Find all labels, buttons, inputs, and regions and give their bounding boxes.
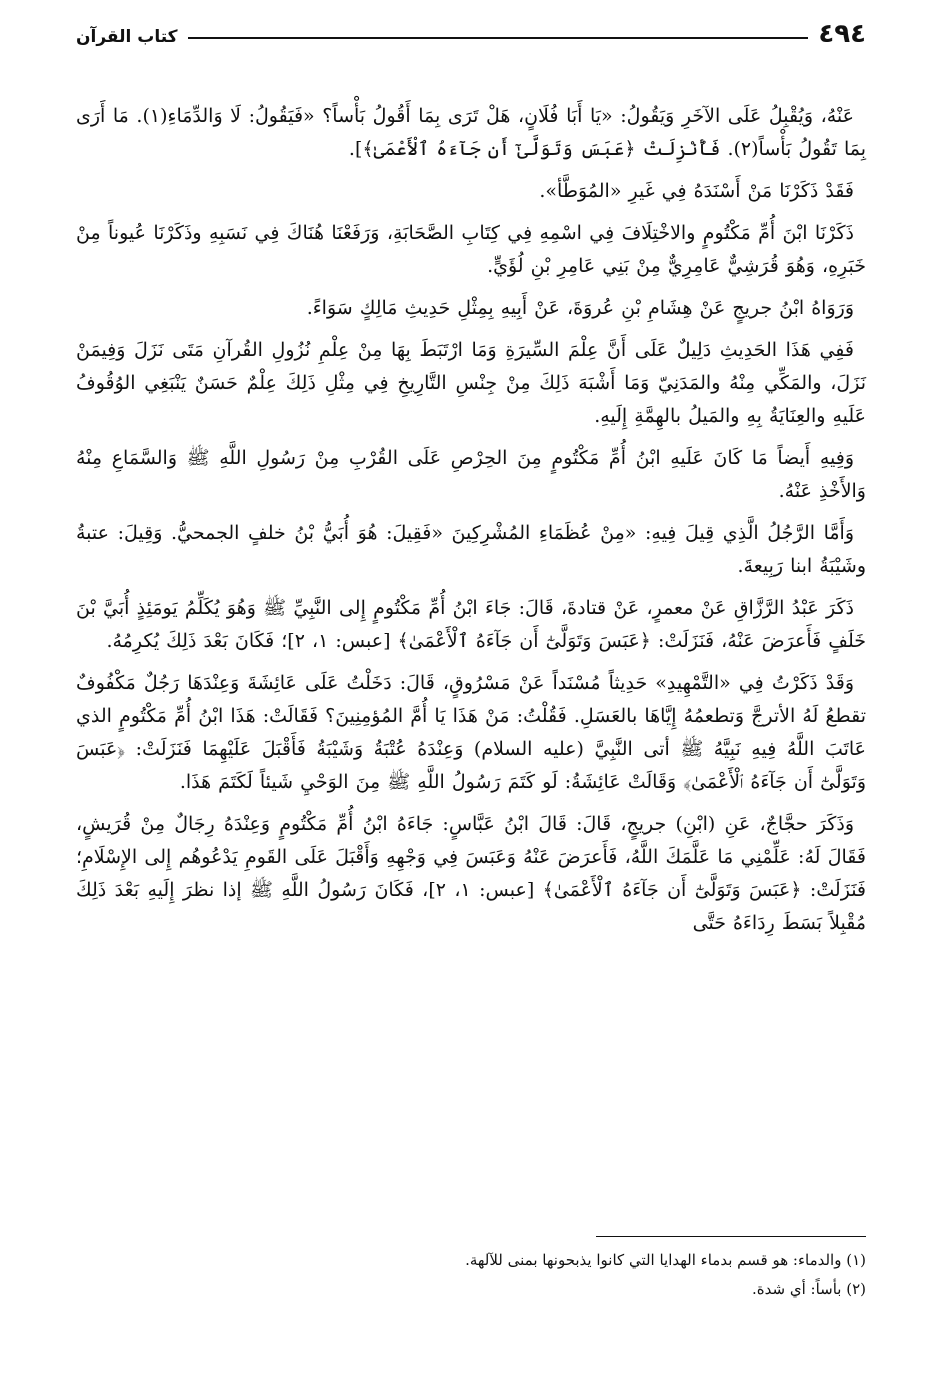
paragraph: وَأَمَّا الرَّجُلُ الَّذِي قِيلَ فِيهِ: «مِنْ عُظَمَاءِ المُشْرِكِينَ «فَقِيلَ: هُوَ أُبَيُّ بْنُ خلفٍ الجمحيُّ. وَقِيلَ: عتبةُ وشَيْبَةُ ابنا رَبِيعةَ. [76,522,866,577]
paragraph: فَفِي هَذَا الحَدِيثِ دَلِيلٌ عَلَى أَنَّ عِلْمَ السِّيرَةِ وَمَا ارْتَبَطَ بِهَا مِنْ عِلْمِ نُزُولِ القُرآنِ مَتَى نَزَلَ وَفِيمَنْ نَزَلَ، والمَكِّي مِنْهُ والمَدَنِيّ وَمَا أَشْبَهَ ذَلِكَ مِنْ جِنْسِ التَّارِيخِ فِي مِثْلِ ذَلِكَ عِلْمٌ حَسَنٌ يَنْبَغِي الوُقُوفُ عَلَيهِ والعِنَايَةُ بِهِ والمَيلُ بالهِمَّةِ إِلَيهِ. [76,339,866,427]
footnote: (٢) بأساً: أي شدة. [752,1280,866,1298]
footnotes [76,1246,866,1304]
book-page [76,16,866,1356]
paragraph: عَنْهُ، وَيُقْبِلُ عَلَى الآخَرِ وَيَقُولُ: «يَا أَبَا فُلَانٍ، هَلْ تَرَى بِمَا أَقُولُ بَأْساً؟ «فَيَقُولُ: لَا وَالدِّمَاءِ(١). مَا أَرَى بِمَا تَقُولُ بَأْساً(٢). فَأُنْزِلَتْ ﴿عَبَسَ وَتَوَلَّىٰٓ أَن جَآءَهُ ٱلْأَعْمَىٰ﴾]. [76,105,866,160]
paragraph: وَرَوَاهُ ابْنُ جريجٍ عَنْ هِشَامِ بْنِ عُروَةَ، عَنْ أَبِيهِ بِمِثْلِ حَدِيثِ مَالِكٍ سَوَاءً. [306,297,854,319]
footnote-separator [596,1236,866,1237]
paragraph: ذَكَرْنَا ابْنَ أُمِّ مَكْتُومٍ والاخْتِلَافَ فِي اسْمِهِ فِي كِتَابِ الصَّحَابَةِ، وَرَفَعْنَا هُنَاكَ فِي نَسَبِهِ وذَكَرْنَا عُيوناً مِنْ خَبَرِهِ، وَهُوَ قُرَشِيٌّ عَامِرِيٌّ مِنْ بَنِي عَامِرِ بْنِ لُؤَيٍّ. [76,222,866,277]
footnote: (١) والدماء: هو قسم بدماء الهدايا التي كانوا يذبحونها بمنى للآلهة. [465,1251,866,1269]
paragraph: ذَكَرَ عَبْدُ الرَّزَّاقِ عَنْ معمرٍ، عَنْ قتادةَ، قَالَ: جَاءَ ابْنُ أُمِّ مَكْتُومٍ إِلى النَّبِيِّ ﷺ وَهُوَ يُكَلِّمُ يَومَئِذٍ أُبَيَّ بْنَ خَلَفٍ فَأَعرَضَ عَنْهُ، فَنَزَلَتْ: ﴿عَبَسَ وَتَوَلَّىٰٓ أَن جَآءَهُ ٱلْأَعْمَىٰ﴾ [عبس: ١، ٢]؛ فَكَانَ بَعْدَ ذَلِكَ يُكرِمُهُ. [76,597,866,652]
paragraph: وَقَدْ ذَكَرْتُ فِي «التَّمْهِيدِ» حَدِيثاً مُسْنَداً عَنْ مَسْرُوقٍ، قَالَ: دَخَلْتُ عَلَى عَائِشَةَ وَعِنْدَهَا رَجُلٌ مَكْفُوفٌ تقطعُ لَهُ الأترجَّ وَتطعمُهُ إِيَّاهَا بالعَسَلِ. فَقُلْتُ: مَنْ هَذَا يَا أُمَّ المُؤمِنِينَ؟ فَقَالَتْ: هَذَا ابْنُ أُمِّ مَكْتُومٍ الذي عَاتَبَ اللَّهُ فِيهِ نَبِيَّهُ ﷺ أتى النَّبِيَّ (عليه السلام) وَعِنْدَهُ عُتْبَةُ وَشَيْبَةُ فَأَقْبَلَ عَلَيْهِمَا فَنَزَلَتْ: ﴿عَبَسَ وَتَوَلَّىٰٓ أَن جَآءَهُ ٱلْأَعْمَىٰ﴾ وَقَالَتْ عَائِشَةُ: لَو كَتَمَ رَسُولُ اللَّهِ ﷺ مِنَ الوَحْيِ شَيئاً لَكَتَمَ هَذَا. [76,672,866,793]
page-number: ٤٩٤ [818,19,866,49]
paragraph: فَقَدْ ذَكَرْنَا مَنْ أَسْنَدَهُ فِي غَيرِ «المُوَطَّأ». [539,180,854,202]
header-rule [188,37,809,39]
book-title: كتاب القرآن [76,27,178,47]
paragraph: وَذَكَرَ حجَّاجٌ، عَنِ (ابْنِ) جريجٍ، قَالَ: قَالَ ابْنُ عَبَّاسٍ: جَاءَهُ ابْنُ أُمِّ مَكْتُومٍ وَعِنْدَهُ رِجَالٌ مِنْ قُرَيشٍ، فَقَالَ لَهُ: عَلِّمْنِي مَا عَلَّمَكَ اللَّهُ، فَأَعرَضَ عَنْهُ وَعَبَسَ فِي وَجْهِهِ وَأَقْبَلَ عَلَى القَومِ يَدْعُوهُم إِلى الإِسْلَامِ؛ فَنَزَلَتْ: ﴿عَبَسَ وَتَوَلَّىٰٓ أَن جَآءَهُ ٱلْأَعْمَىٰ﴾ [عبس: ١، ٢]، فَكَانَ رَسُولُ اللَّهِ ﷺ إذا نظرَ إِلَيهِ بَعْدَ ذَلِكَ مُقْبِلاً بَسَطَ رِدَاءَهُ حَتَّى [76,813,867,934]
main-text [76,100,866,940]
page-header [76,16,866,48]
paragraph: وَفِيهِ أَيضاً مَا كَانَ عَلَيهِ ابْنُ أُمِّ مَكْتُومٍ مِنَ الحِرْصِ عَلَى القُرْبِ مِنْ رَسُولِ اللَّهِ ﷺ وَالسَّمَاعِ مِنْهُ وَالأَخْذِ عَنْهُ. [76,447,866,502]
